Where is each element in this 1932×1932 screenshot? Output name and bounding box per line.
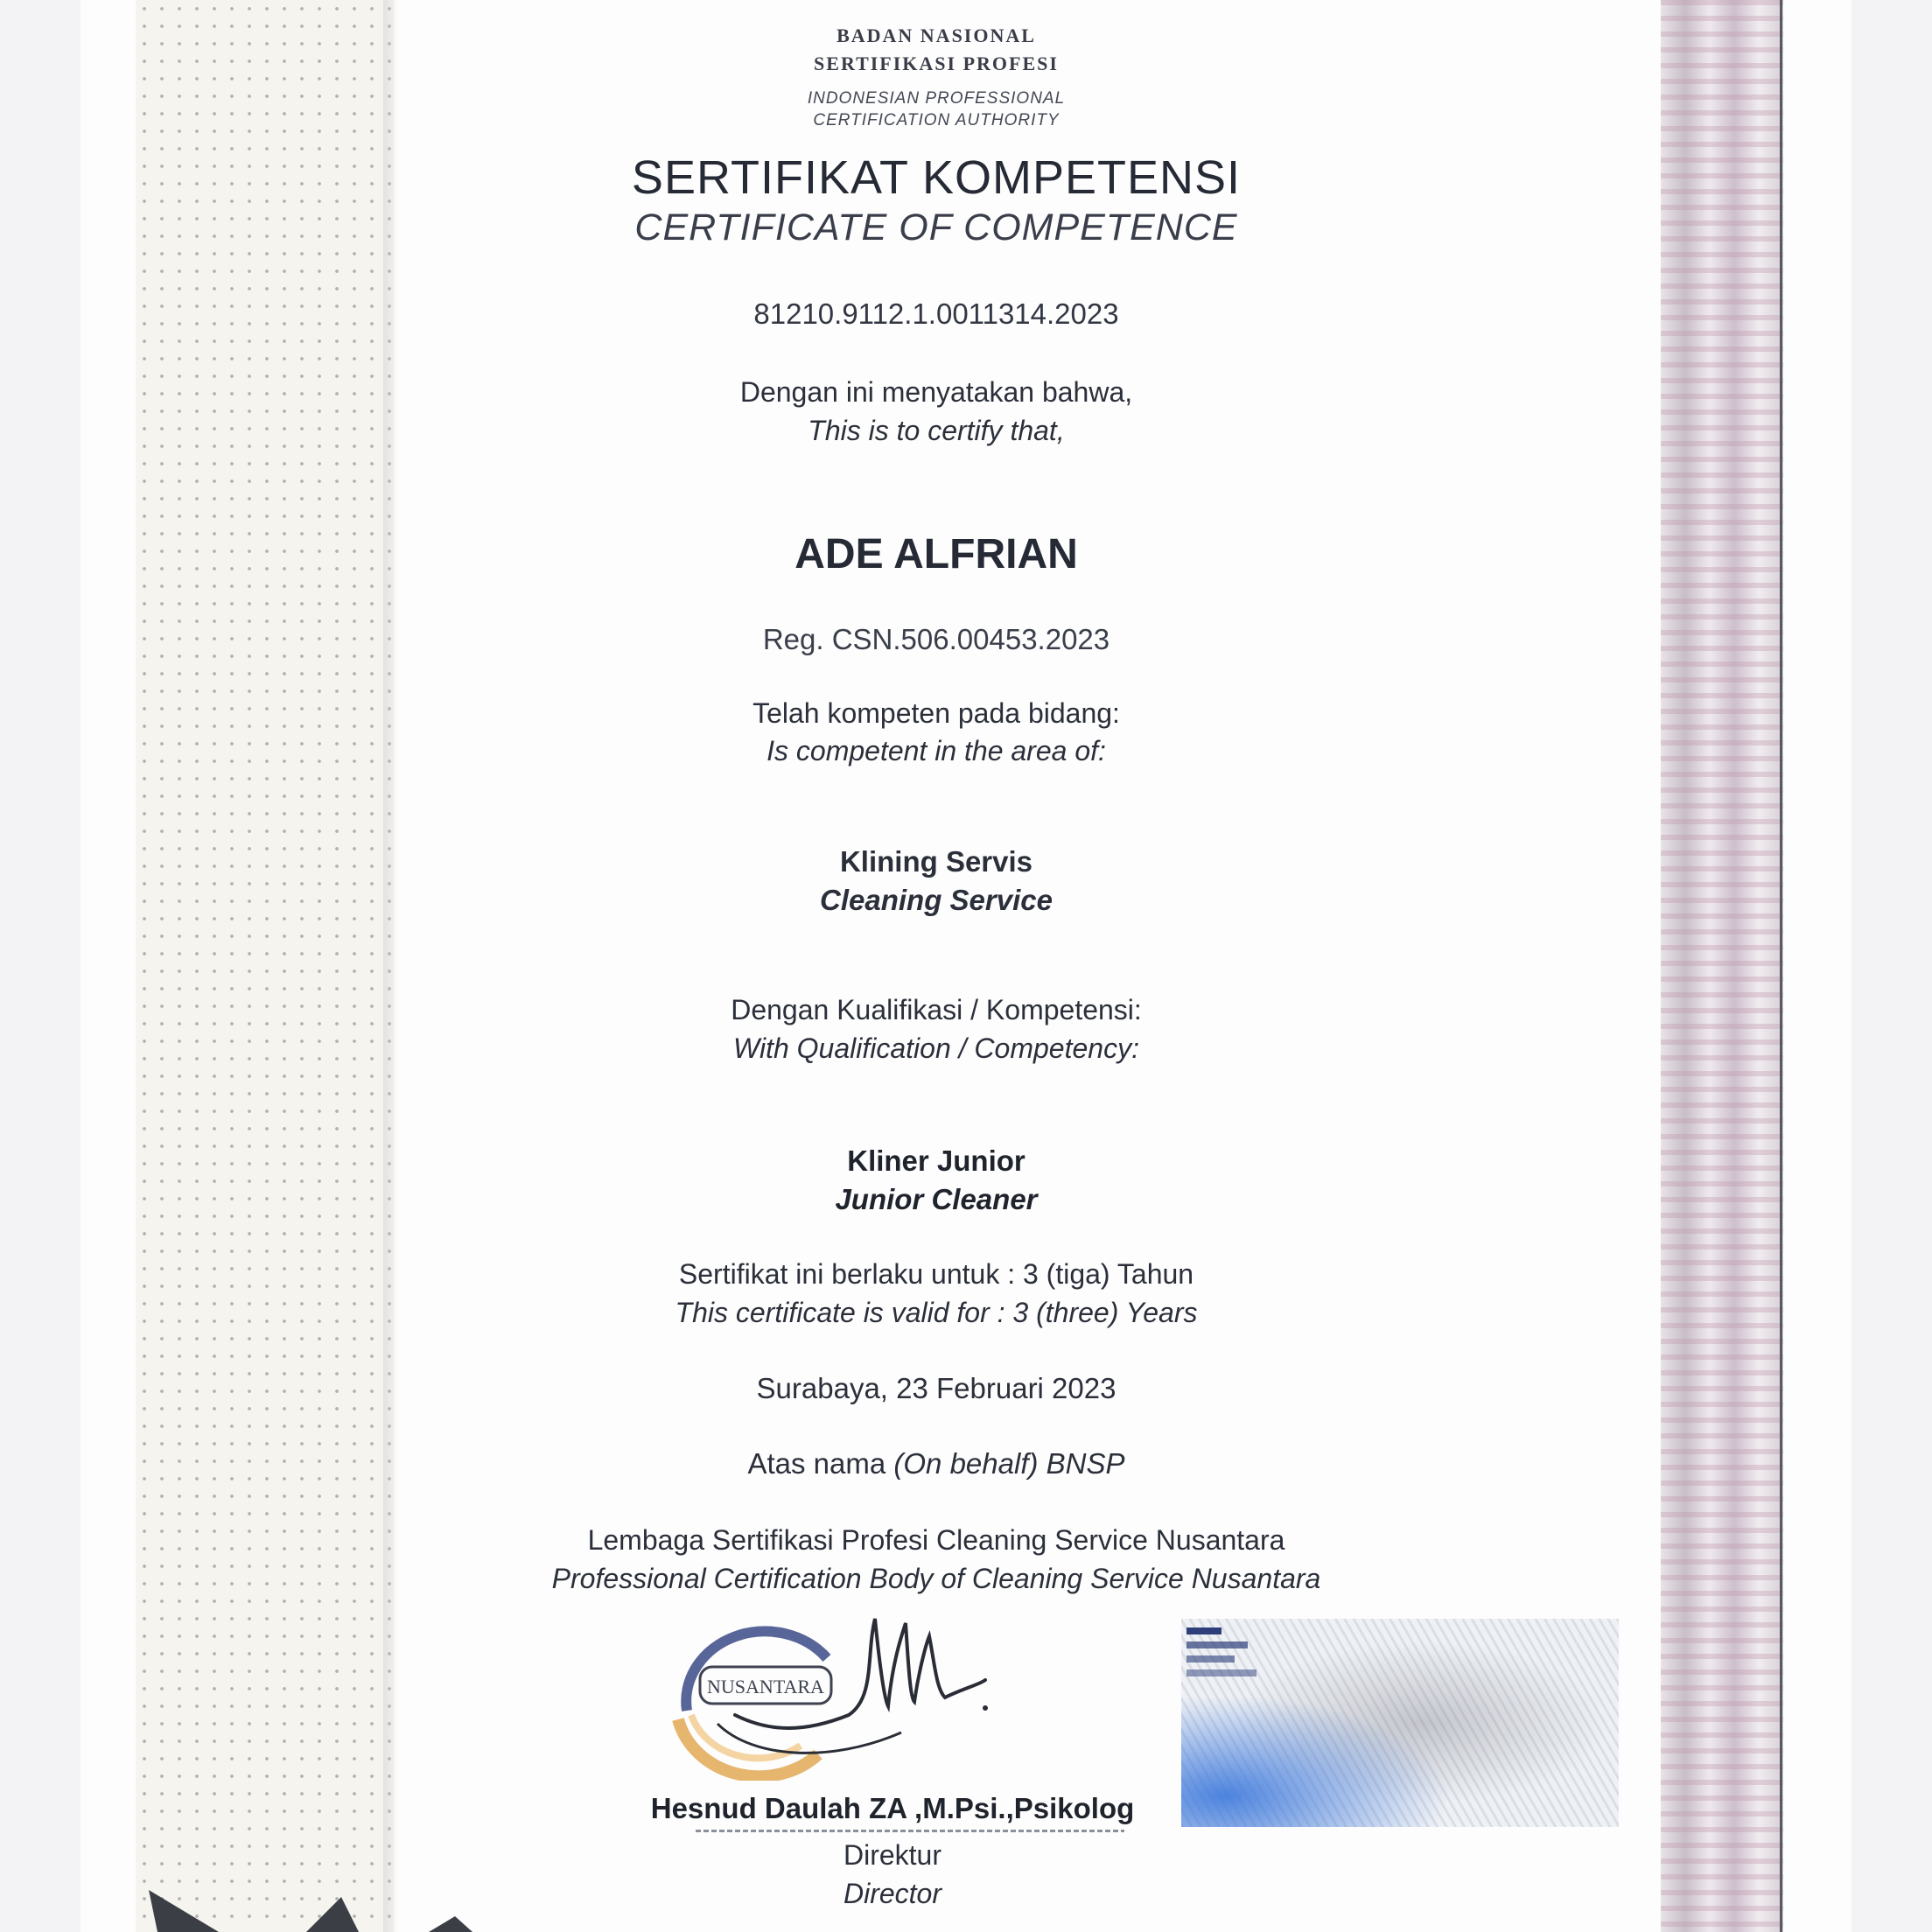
ornamental-right-border: [1661, 0, 1783, 1932]
signature-underline: [696, 1830, 1124, 1832]
competent-area-label: Telah kompeten pada bidang:: [752, 697, 1120, 729]
signatory-title-en: Director: [843, 1878, 942, 1909]
registration-number: Reg. CSN.506.00453.2023: [762, 623, 1110, 655]
holder-name: ADE ALFRIAN: [794, 531, 1078, 578]
competence-area-en: Cleaning Service: [820, 884, 1053, 916]
on-behalf-prefix: Atas nama: [747, 1447, 886, 1480]
certify-statement: Dengan ini menyatakan bahwa,: [739, 376, 1133, 408]
validity-statement-en: This certificate is valid for : 3 (three) Years: [675, 1297, 1198, 1328]
signatory-name: Hesnud Daulah ZA ,M.Psi.,Psikolog: [650, 1792, 1135, 1824]
dotted-border-pattern: [136, 0, 394, 1932]
on-behalf-line: [402, 1447, 1470, 1480]
authority-name-line1: BADAN NASIONAL: [836, 24, 1036, 46]
bottom-edge-mark: [140, 1881, 525, 1932]
authority-name-en-line1: INDONESIAN PROFESSIONAL: [807, 89, 1066, 108]
right-edge-line: [1780, 0, 1782, 1932]
signatory-title: Direktur: [843, 1839, 942, 1871]
authority-name-line2: SERTIFIKASI PROFESI: [814, 52, 1059, 74]
competence-area: Klining Servis: [839, 845, 1033, 878]
competent-area-label-en: Is competent in the area of:: [766, 735, 1106, 766]
qualification-label: Dengan Kualifikasi / Kompetensi:: [731, 994, 1142, 1026]
on-behalf-en: (On behalf) BNSP: [893, 1447, 1125, 1480]
qualification-label-en: With Qualification / Competency:: [733, 1032, 1139, 1064]
authority-name-en-line2: CERTIFICATION AUTHORITY: [813, 111, 1060, 130]
certificate-title: SERTIFIKAT KOMPETENSI: [631, 151, 1242, 204]
validity-statement: Sertifikat ini berlaku untuk : 3 (tiga) Tahun: [678, 1258, 1194, 1290]
certification-body: Lembaga Sertifikasi Profesi Cleaning Service Nusantara: [587, 1524, 1285, 1556]
qualification-en: Junior Cleaner: [835, 1183, 1038, 1215]
certificate-subtitle: CERTIFICATE OF COMPETENCE: [634, 206, 1238, 248]
qualification: Kliner Junior: [847, 1144, 1026, 1177]
director-signature: [700, 1601, 989, 1768]
seal-text: NUSANTARA: [707, 1676, 824, 1698]
certify-statement-en: This is to certify that,: [808, 415, 1065, 446]
certificate-number: 81210.9112.1.0011314.2023: [753, 298, 1119, 330]
certification-body-en: Professional Certification Body of Cleaning Service Nusantara: [551, 1563, 1321, 1594]
place-and-date: Surabaya, 23 Februari 2023: [756, 1372, 1116, 1404]
dotted-border-edge: [383, 0, 399, 1932]
